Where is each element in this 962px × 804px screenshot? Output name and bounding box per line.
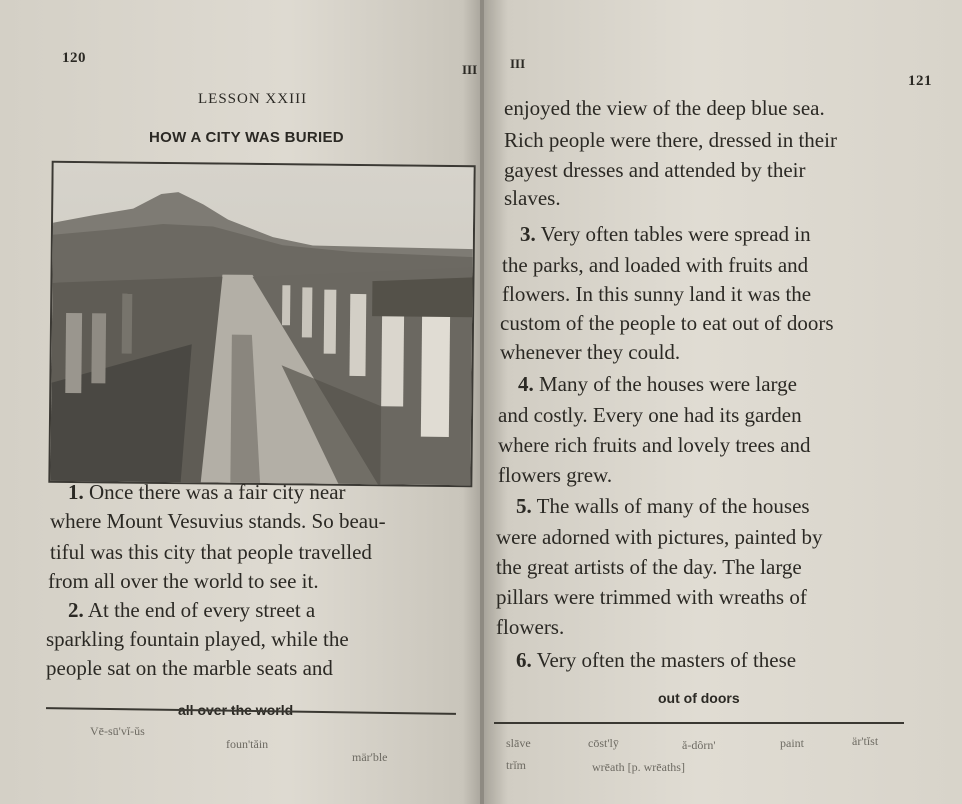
lesson-title: HOW A CITY WAS BURIED: [149, 129, 344, 146]
paragraph-1-line-2: where Mount Vesuvius stands. So beau-: [50, 509, 386, 533]
running-head: III: [462, 62, 478, 77]
footnote-phrase: out of doors: [658, 690, 740, 706]
pompeii-ruins-photo: [48, 161, 475, 487]
paragraph-4-line-2: and costly. Every one had its garden: [498, 403, 802, 427]
paragraph-4-line-1: 4. Many of the houses were large: [518, 372, 797, 396]
paragraph-3-line-2: the parks, and loaded with fruits and: [502, 253, 809, 277]
pronunciation-1: Vē-sū'vĭ-ŭs: [90, 724, 145, 738]
paragraph-5-line-4: pillars were trimmed with wreaths of: [496, 585, 807, 609]
paragraph-2-line-1: 2. At the end of every street a: [68, 598, 316, 622]
pronunciation-2: cōst'lȳ: [588, 736, 619, 750]
page-number: 121: [908, 73, 932, 89]
continuation-line-3: gayest dresses and attended by their: [504, 158, 806, 182]
pronunciation-4: paint: [780, 736, 804, 750]
paragraph-3-line-3: flowers. In this sunny land it was the: [502, 282, 812, 306]
right-page: [484, 0, 962, 804]
continuation-line-1: enjoyed the view of the deep blue sea.: [504, 96, 825, 120]
paragraph-4-line-3: where rich fruits and lovely trees and: [498, 433, 811, 457]
pronunciation-6: trĭm: [506, 758, 526, 772]
paragraph-1-line-1: 1. Once there was a fair city near: [68, 480, 346, 504]
pronunciation-2: foun'tăin: [226, 737, 269, 751]
paragraph-2-line-2: sparkling fountain played, while the: [46, 627, 349, 651]
paragraph-3-line-4: custom of the people to eat out of doors: [500, 311, 834, 335]
page-number: 120: [62, 50, 86, 66]
paragraph-5-line-3: the great artists of the day. The large: [496, 555, 802, 579]
running-head: III: [510, 56, 526, 71]
pronunciation-7: wrēath [p. wrēaths]: [592, 760, 685, 774]
paragraph-1-line-4: from all over the world to see it.: [48, 569, 319, 593]
pronunciation-5: är'tĭst: [852, 734, 879, 748]
continuation-line-4: slaves.: [504, 186, 561, 210]
paragraph-4-line-4: flowers grew.: [498, 463, 613, 487]
pronunciation-3: ă-dôrn': [682, 738, 716, 752]
paragraph-5-line-5: flowers.: [496, 615, 565, 639]
paragraph-6-line-1: 6. Very often the masters of these: [516, 648, 797, 672]
pronunciation-3: mär'ble: [352, 750, 388, 764]
paragraph-2-line-3: people sat on the marble seats and: [46, 656, 333, 680]
paragraph-3-line-5: whenever they could.: [500, 340, 681, 364]
continuation-line-2: Rich people were there, dressed in their: [504, 128, 837, 152]
lesson-label: LESSON XXIII: [198, 91, 308, 107]
pronunciation-1: slāve: [506, 736, 531, 750]
paragraph-1-line-3: tiful was this city that people travelled: [50, 540, 372, 564]
paragraph-3-line-1: 3. Very often tables were spread in: [520, 222, 811, 246]
paragraph-5-line-2: were adorned with pictures, painted by: [496, 525, 823, 549]
footnote-rule: [494, 722, 904, 724]
paragraph-5-line-1: 5. The walls of many of the houses: [516, 494, 810, 518]
